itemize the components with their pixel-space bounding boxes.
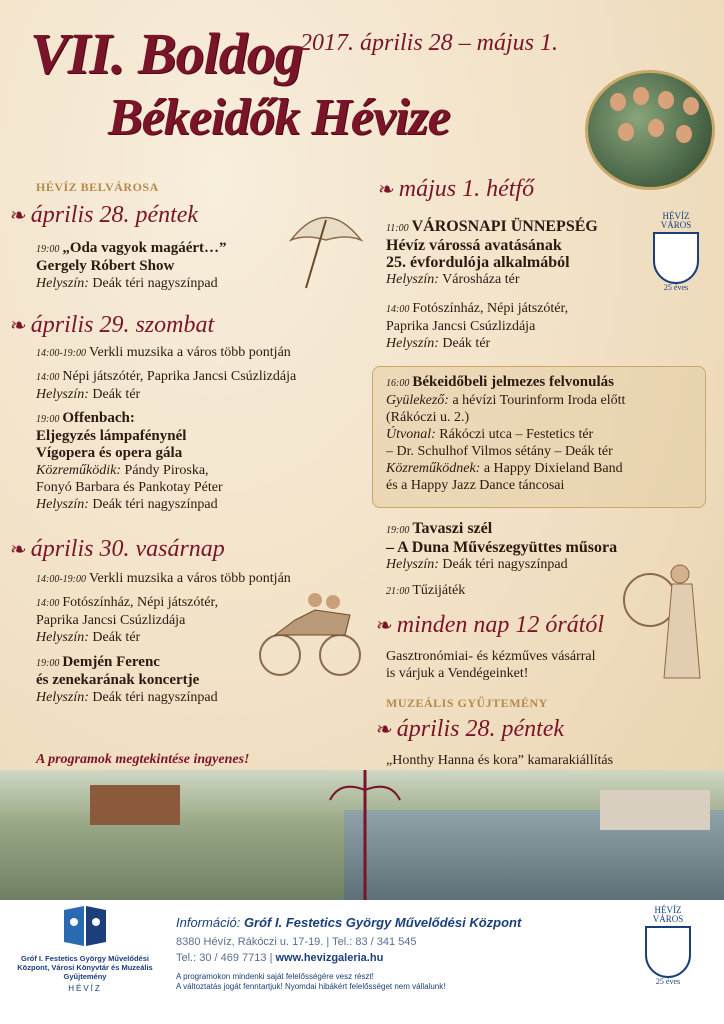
day-heading-museum-apr28: ❧ április 28. péntek [376,716,565,742]
website-link[interactable]: www.hevizgaleria.hu [275,952,384,964]
ornament-icon [320,770,410,900]
event-apr29-offenbach: 19:00 Offenbach: Eljegyzés lámpafénynél Vígopera és opera gála Közreműködik: Pándy Piroska, Fonyó Barbara és Pankotay Péter Helyszín: Deák téri nagyszínpad [36,410,223,512]
event-apr30-fotoszinhaz: 14:00 Fotószínház, Népi játszótér, Paprika Jancsi Csúzlizdája Helyszín: Deák tér [36,595,219,645]
footer-note-2: A változtatás jogát fenntartjuk! Nyomdai hibákért felelősséget nem vállalunk! [176,982,446,991]
flourish-icon: ❧ [378,179,395,201]
day-heading-may1: ❧ május 1. hétfő [378,176,535,202]
title-line-1: VII. Boldog [30,21,303,86]
historic-heviz-scene [0,770,724,900]
eagle-crest-icon: 25 éves [645,926,691,978]
event-apr30-verkli: 14:00-19:00 Verkli muzsika a város több pontján [36,571,291,586]
footer-note-1: A programokon mindenki saját felelősségére vesz részt! [176,972,374,981]
title-line-2: Békeidők Hévize [108,89,450,146]
event-may1-fotoszinhaz: 14:00 Fotószínház, Népi játszótér, Paprika Jancsi Csúzlizdája Helyszín: Deák tér [386,301,569,351]
daily-market-text: Gasztronómiai- és kézműves vásárral is várjuk a Vendégeinket! [386,649,596,681]
footer-address: 8380 Hévíz, Rákóczi u. 17-19. | Tel.: 83 / 341 545 [176,936,417,948]
footer-logo-sub: HÉVÍZ [68,984,102,993]
event-apr30-demjen: 19:00 Demjén Ferenc és zenekarának koncertje Helyszín: Deák téri nagyszínpad [36,654,218,705]
footer-logo-text: Gróf I. Festetics György Művelődési Központ, Városi Könyvtár és Muzeális Gyűjtemény [17,954,153,981]
day-heading-apr30: ❧ április 30. vasárnap [10,536,225,562]
event-museum-exhibit: „Honthy Hanna és kora” kamarakiállítás [386,753,614,768]
flourish-icon: ❧ [10,539,27,561]
event-apr29-jatszoter: 14:00 Népi játszótér, Paprika Jancsi Csúzlizdája Helyszín: Deák tér [36,369,297,402]
event-may1-tavaszi-szel: 19:00 Tavaszi szél – A Duna Művészegyüttes műsora Helyszín: Deák téri nagyszínpad [386,520,618,572]
event-may1-fireworks: 21:00 Tűzijáték [386,583,466,598]
heviz-crest-footer: HÉVÍZ VÁROS 25 éves [640,906,696,978]
event-may1-varosnap: 11:00 VÁROSNAPI ÜNNEPSÉG Hévíz várossá avatásának 25. évfordulója alkalmából Helyszín: Városháza tér [386,218,598,287]
flourish-icon: ❧ [376,719,393,741]
event-may1-parade: 16:00 Békeidőbeli jelmezes felvonulás Gyülekező: a hévízi Tourinform Iroda előtt (Rákóczi u. 2.) Útvonal: Rákóczi utca – Festetics tér – Dr. Schulhof Vilmos sétány – Deák tér Közreműködnek: a Happy Dixieland Band és a Happy Jazz Dance táncosai [386,374,626,493]
day-heading-apr29: ❧ április 29. szombat [10,312,215,338]
parasol-illustration [286,200,366,290]
eagle-crest-icon: 25 éves [653,232,699,284]
event-apr29-verkli: 14:00-19:00 Verkli muzsika a város több pontján [36,345,291,360]
section-muzealis: MUZEÁLIS GYŰJTEMÉNY [386,696,548,710]
section-heviz-belvarosa: HÉVÍZ BELVÁROSA [36,180,159,194]
lady-with-drum-illustration [620,560,710,680]
vintage-car-illustration [255,580,365,680]
footer-info: Információ: Gróf I. Festetics György Művelődési Központ [176,915,522,930]
vintage-bathers-photo [585,70,715,190]
event-dates: 2017. április 28 – május 1. [300,30,559,56]
footer-contact: Tel.: 30 / 469 7713 | www.hevizgaleria.hu [176,952,384,964]
flourish-icon: ❧ [10,205,27,227]
flourish-icon: ❧ [10,315,27,337]
footer [0,900,724,1024]
day-heading-apr28: ❧ április 28. péntek [10,202,199,228]
flourish-icon: ❧ [376,615,393,637]
daily-heading: ❧ minden nap 12 órától [376,612,605,638]
library-book-logo-icon [60,900,110,950]
free-admission-note: A programok megtekintése ingyenes! [36,752,250,767]
event-apr28-show: 19:00 „Oda vagyok magáért…” Gergely Róbert Show Helyszín: Deák téri nagyszínpad [36,240,227,291]
heviz-crest-small: HÉVÍZ VÁROS 25 éves [648,212,704,284]
